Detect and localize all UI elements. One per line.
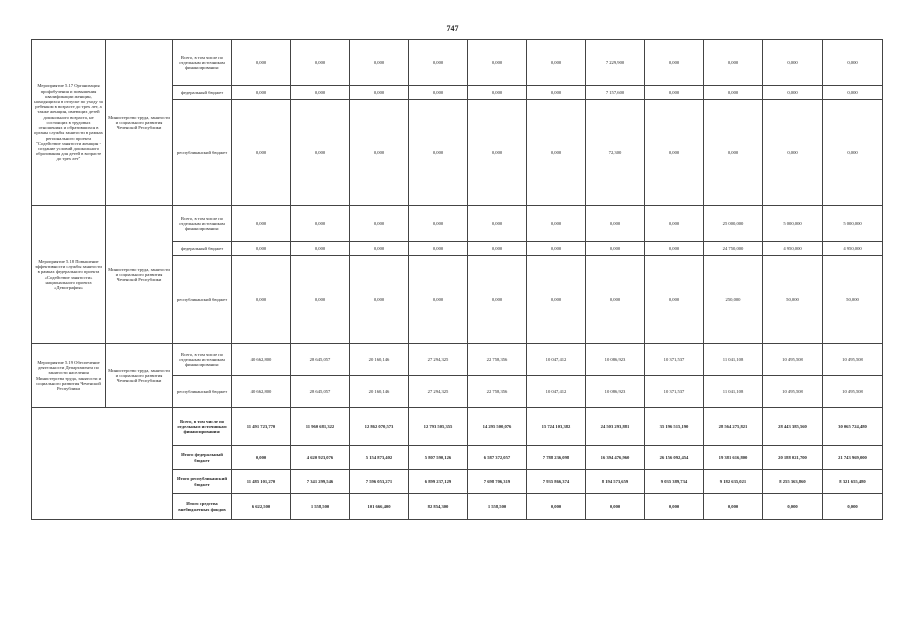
total-amount-cell: 6 622,500 (232, 494, 291, 520)
total-amount-cell: 8 255 363,860 (763, 470, 823, 494)
amount-cell: 27 294,325 (409, 344, 468, 376)
amount-cell: 0,000 (527, 100, 586, 206)
amount-cell: 0,000 (527, 86, 586, 100)
table-row (32, 344, 883, 376)
amount-cell: 0,000 (645, 40, 704, 86)
amount-cell: 10 495,508 (763, 344, 823, 376)
amount-cell: 0,000 (468, 256, 527, 344)
total-row (32, 408, 883, 446)
amount-cell: 28 645,057 (291, 376, 350, 408)
total-source: Итого средства внебюджетных фондов (173, 494, 232, 520)
total-amount-cell: 4 620 923,076 (291, 446, 350, 470)
total-amount-cell: 6 899 237,129 (409, 470, 468, 494)
funding-source: Всего, в том числе по отдельным источникам финансирования: (173, 206, 232, 242)
total-amount-cell: 6 587 372,057 (468, 446, 527, 470)
amount-cell: 27 294,325 (409, 376, 468, 408)
total-amount-cell: 28 443 385,560 (763, 408, 823, 446)
amount-cell: 0,000 (291, 206, 350, 242)
amount-cell: 0,000 (823, 86, 883, 100)
total-source: Итого республиканский бюджет (173, 470, 232, 494)
amount-cell: 0,000 (823, 100, 883, 206)
total-amount-cell: 0,000 (527, 494, 586, 520)
amount-cell: 28 645,057 (291, 344, 350, 376)
amount-cell: 7 157,600 (586, 86, 645, 100)
total-label-blank (32, 408, 173, 520)
total-amount-cell: 11 960 681,322 (291, 408, 350, 446)
amount-cell: 0,000 (468, 40, 527, 86)
total-amount-cell: 1 558,500 (468, 494, 527, 520)
total-amount-cell: 82 854,300 (409, 494, 468, 520)
total-amount-cell: 0,000 (645, 494, 704, 520)
total-amount-cell: 30 065 724,480 (823, 408, 883, 446)
total-amount-cell: 19 381 616,800 (704, 446, 763, 470)
funding-source: республиканский бюджет (173, 100, 232, 206)
table-row (32, 40, 883, 86)
amount-cell: 0,000 (645, 100, 704, 206)
amount-cell: 10 086,923 (586, 376, 645, 408)
amount-cell: 0,000 (350, 242, 409, 256)
amount-cell: 7 229,900 (586, 40, 645, 86)
total-amount-cell: 24 503 293,881 (586, 408, 645, 446)
measure-name: Мероприятие 5.18 Повышение эффективности службы занятости в рамках федерального проекта «Содействие занятости» национального проекта «Демография» (32, 206, 106, 344)
amount-cell: 11 041,108 (704, 376, 763, 408)
amount-cell: 0,000 (468, 206, 527, 242)
total-amount-cell: 20 188 021,700 (763, 446, 823, 470)
total-amount-cell: 12 793 505,355 (409, 408, 468, 446)
amount-cell: 4 950,000 (823, 242, 883, 256)
amount-cell: 0,000 (291, 242, 350, 256)
amount-cell: 40 662,800 (232, 344, 291, 376)
total-amount-cell: 15 724 103,382 (527, 408, 586, 446)
total-amount-cell: 14 295 500,076 (468, 408, 527, 446)
total-source: Всего, в том числе по отдельным источникам финансирования: (173, 408, 232, 446)
amount-cell: 0,000 (645, 206, 704, 242)
amount-cell: 10 371,537 (645, 344, 704, 376)
amount-cell: 0,000 (232, 242, 291, 256)
total-amount-cell: 21 743 969,000 (823, 446, 883, 470)
amount-cell: 0,000 (291, 100, 350, 206)
amount-cell: 10 047,412 (527, 376, 586, 408)
amount-cell: 0,000 (763, 40, 823, 86)
amount-cell: 5 000,000 (823, 206, 883, 242)
amount-cell: 0,000 (586, 242, 645, 256)
amount-cell: 0,000 (232, 206, 291, 242)
funding-source: федеральный бюджет (173, 86, 232, 100)
amount-cell: 24 750,000 (704, 242, 763, 256)
page-number: 747 (446, 24, 459, 33)
amount-cell: 0,000 (291, 256, 350, 344)
amount-cell: 0,000 (468, 86, 527, 100)
total-amount-cell: 0,000 (823, 494, 883, 520)
amount-cell: 0,000 (350, 206, 409, 242)
amount-cell: 72,300 (586, 100, 645, 206)
measure-name: Мероприятие 5.19 Обеспечение деятельности Департамента по занятости населения Министерства труда, занятости и социального развития Чеченской Республики (32, 344, 106, 408)
total-amount-cell: 5 154 873,402 (350, 446, 409, 470)
total-amount-cell: 8 194 573,659 (586, 470, 645, 494)
total-amount-cell: 0,000 (586, 494, 645, 520)
amount-cell: 0,000 (586, 256, 645, 344)
amount-cell: 22 758,356 (468, 344, 527, 376)
amount-cell: 10 371,537 (645, 376, 704, 408)
amount-cell: 0,000 (409, 242, 468, 256)
amount-cell: 0,000 (527, 40, 586, 86)
amount-cell: 0,000 (527, 256, 586, 344)
amount-cell: 10 495,508 (823, 376, 883, 408)
amount-cell: 25 000,000 (704, 206, 763, 242)
funding-source: республиканский бюджет (173, 256, 232, 344)
total-amount-cell: 0,000 (232, 446, 291, 470)
amount-cell: 0,000 (704, 86, 763, 100)
amount-cell: 0,000 (468, 100, 527, 206)
total-amount-cell: 12 862 070,573 (350, 408, 409, 446)
amount-cell: 250,000 (704, 256, 763, 344)
total-amount-cell: 28 564 275,821 (704, 408, 763, 446)
amount-cell: 0,000 (291, 40, 350, 86)
amount-cell: 0,000 (232, 86, 291, 100)
measure-name: Мероприятие 5.17 Организация профобучения и повышения квалификации женщин, находящихся в отпуске по уходу за ребенком в возрасте до трех лет, а также женщин, имеющих детей дошкольного возраста, не состоящих в трудовых отношениях и обратившихся в органы службы занятости в рамках регионального проекта "Содействие занятости женщин - создание условий дошкольного образования для детей в возрасте до трех лет" (32, 40, 106, 206)
total-amount-cell: 7 596 053,271 (350, 470, 409, 494)
amount-cell: 20 160,146 (350, 344, 409, 376)
amount-cell: 0,000 (586, 206, 645, 242)
amount-cell: 0,000 (350, 86, 409, 100)
amount-cell: 0,000 (409, 86, 468, 100)
amount-cell: 11 041,108 (704, 344, 763, 376)
amount-cell: 0,000 (409, 206, 468, 242)
amount-cell: 0,000 (704, 40, 763, 86)
amount-cell: 5 000,000 (763, 206, 823, 242)
amount-cell: 0,000 (823, 40, 883, 86)
total-amount-cell: 7 698 706,319 (468, 470, 527, 494)
total-amount-cell: 26 156 092,454 (645, 446, 704, 470)
amount-cell: 0,000 (645, 256, 704, 344)
amount-cell: 0,000 (645, 242, 704, 256)
funding-source: республиканский бюджет (173, 376, 232, 408)
amount-cell: 0,000 (350, 40, 409, 86)
amount-cell: 0,000 (232, 40, 291, 86)
total-amount-cell: 1 558,500 (291, 494, 350, 520)
total-amount-cell: 8 321 655,480 (823, 470, 883, 494)
amount-cell: 10 495,508 (763, 376, 823, 408)
amount-cell: 0,000 (527, 206, 586, 242)
amount-cell: 10 495,508 (823, 344, 883, 376)
total-amount-cell: 35 196 515,190 (645, 408, 704, 446)
amount-cell: 10 047,412 (527, 344, 586, 376)
funding-source: Всего, в том числе по отдельным источникам финансирования: (173, 344, 232, 376)
amount-cell: 0,000 (763, 86, 823, 100)
total-amount-cell: 0,000 (704, 494, 763, 520)
total-amount-cell: 11 491 723,770 (232, 408, 291, 446)
budget-table (31, 39, 883, 520)
table-row (32, 206, 883, 242)
measure-executor: Министерство труда, занятости и социального развития Чеченской Республики (106, 206, 173, 344)
amount-cell: 20 160,146 (350, 376, 409, 408)
amount-cell: 22 758,356 (468, 376, 527, 408)
total-amount-cell: 16 394 476,960 (586, 446, 645, 470)
amount-cell: 50,000 (763, 256, 823, 344)
funding-source: федеральный бюджет (173, 242, 232, 256)
total-amount-cell: 5 807 590,126 (409, 446, 468, 470)
amount-cell: 0,000 (409, 256, 468, 344)
amount-cell: 0,000 (232, 100, 291, 206)
amount-cell: 0,000 (409, 40, 468, 86)
total-amount-cell: 101 666,400 (350, 494, 409, 520)
total-amount-cell: 11 485 101,270 (232, 470, 291, 494)
funding-source: Всего, в том числе по отдельным источникам финансирования: (173, 40, 232, 86)
total-source: Итого федеральный бюджет (173, 446, 232, 470)
amount-cell: 50,000 (823, 256, 883, 344)
amount-cell: 0,000 (763, 100, 823, 206)
total-amount-cell: 9 035 389,734 (645, 470, 704, 494)
amount-cell: 40 662,800 (232, 376, 291, 408)
measure-executor: Министерство труда, занятости и социального развития Чеченской Республики (106, 344, 173, 408)
total-amount-cell: 0,000 (763, 494, 823, 520)
amount-cell: 4 950,000 (763, 242, 823, 256)
total-amount-cell: 7 788 236,098 (527, 446, 586, 470)
amount-cell: 0,000 (645, 86, 704, 100)
amount-cell: 0,000 (527, 242, 586, 256)
amount-cell: 0,000 (704, 100, 763, 206)
amount-cell: 0,000 (350, 100, 409, 206)
amount-cell: 0,000 (291, 86, 350, 100)
total-amount-cell: 7 935 866,374 (527, 470, 586, 494)
total-amount-cell: 7 341 299,546 (291, 470, 350, 494)
total-amount-cell: 9 182 635,021 (704, 470, 763, 494)
amount-cell: 0,000 (468, 242, 527, 256)
amount-cell: 0,000 (409, 100, 468, 206)
amount-cell: 10 086,923 (586, 344, 645, 376)
amount-cell: 0,000 (232, 256, 291, 344)
amount-cell: 0,000 (350, 256, 409, 344)
measure-executor: Министерство труда, занятости и социального развития Чеченской Республики (106, 40, 173, 206)
